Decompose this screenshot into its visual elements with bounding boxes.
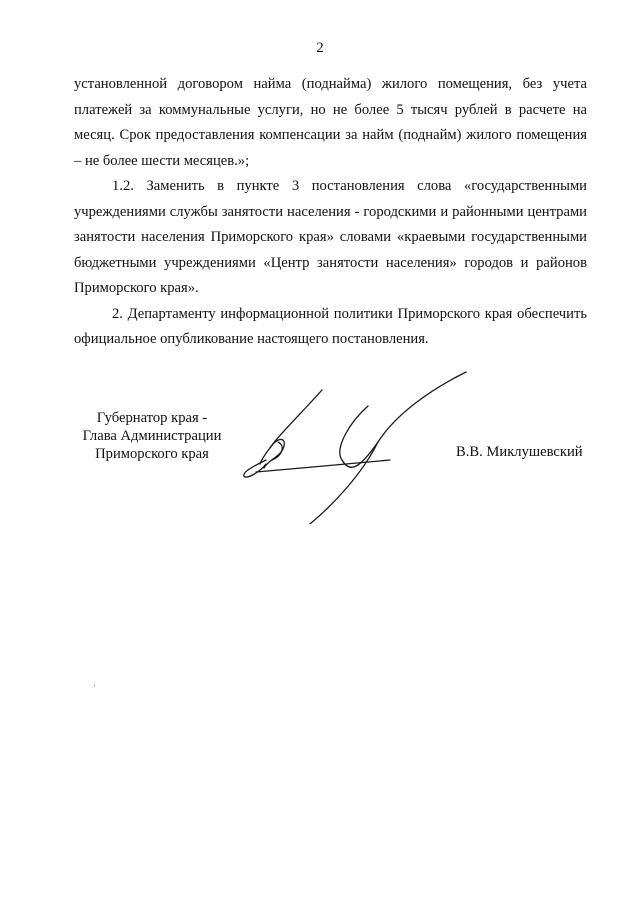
signature-block xyxy=(0,402,640,542)
scan-speck xyxy=(94,684,95,687)
signatory-title-line-1: Губернатор края - xyxy=(96,410,208,426)
document-body xyxy=(74,72,587,353)
paragraph-item-1-2: 1.2. Заменить в пункте 3 постановления слова «государственными учреждениями службы занятости населения - городскими и районными центрами занятости населения Приморского края» словами «краевыми государственными бюджетными учреждениями «Центр занятости населения» городов и районов Приморского края». xyxy=(74,178,587,296)
signatory-title-line-2: Глава Администрации xyxy=(82,428,222,444)
paragraph-item-2: 2. Департаменту информационной политики Приморского края обеспечить официальное опубликование настоящего постановления. xyxy=(74,305,587,347)
signatory-title xyxy=(78,409,226,463)
handwritten-signature xyxy=(230,364,480,524)
paragraph-continuation: установленной договором найма (поднайма) жилого помещения, без учета платежей за коммунальные услуги, но не более 5 тысяч рублей в расчете на месяц. Срок предоставления компенсации за найм (поднайм) жилого помещения – не более шести месяцев.»; xyxy=(74,76,587,169)
page-number: 2 xyxy=(316,40,324,56)
signatory-title-line-3: Приморского края xyxy=(95,446,209,462)
signatory-name: В.В. Миклушевский xyxy=(456,444,583,460)
